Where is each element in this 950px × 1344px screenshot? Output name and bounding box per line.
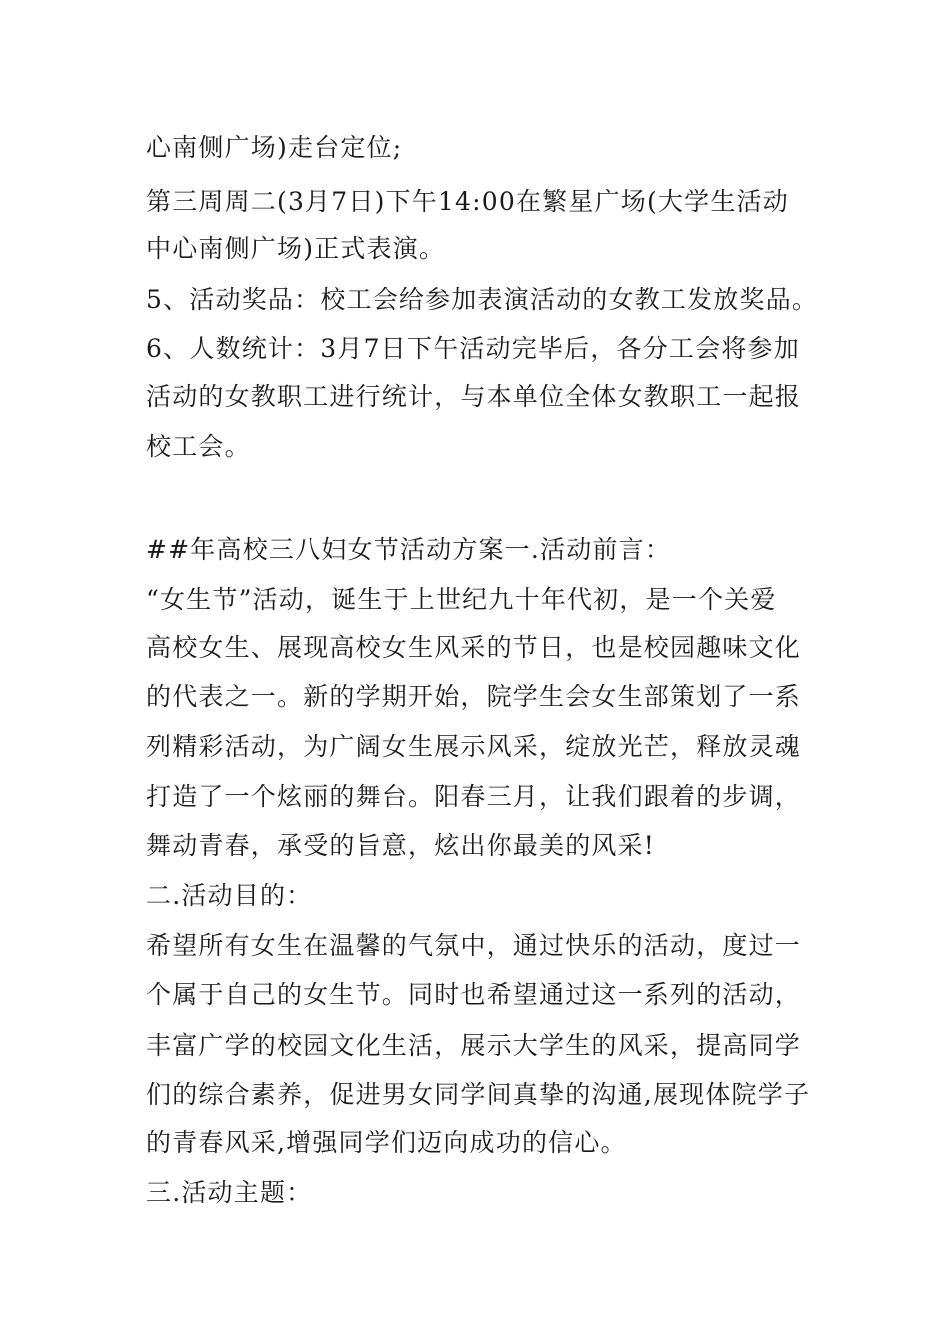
text-line: 心南侧广场)走台定位;	[146, 133, 403, 162]
text-line: 高校女生、展现高校女生风采的节日，也是校园趣味文化	[146, 633, 802, 662]
text-line: 校工会。	[146, 432, 251, 461]
text-line: 个属于自己的女生节。同时也希望通过这一系列的活动，	[146, 980, 802, 1009]
text-line: “女生节”活动，诞生于上世纪九十年代初，是一个关爱	[146, 585, 777, 614]
text-line: 舞动青春，承受的旨意，炫出你最美的风采!	[146, 831, 656, 860]
section-heading: ##年高校三八妇女节活动方案一.活动前言：	[146, 535, 672, 564]
text-line: 希望所有女生在温馨的气氛中，通过快乐的活动，度过一	[146, 931, 802, 960]
text-line: 活动的女教职工进行统计，与本单位全体女教职工一起报	[146, 382, 802, 411]
section-heading: 二.活动目的：	[146, 881, 313, 910]
text-line: 第三周周二(3月7日)下午14:00在繁星广场(大学生活动	[146, 187, 789, 216]
text-line: 6、人数统计：3月7日下午活动完毕后，各分工会将参加	[146, 334, 800, 363]
text-line: 5、活动奖品：校工会给参加表演活动的女教工发放奖品。	[146, 285, 819, 314]
text-line: 打造了一个炫丽的舞台。阳春三月，让我们跟着的步调，	[146, 782, 802, 811]
text-line: 丰富广学的校园文化生活，展示大学生的风采，提高同学	[146, 1031, 802, 1060]
text-line: 的代表之一。新的学期开始，院学生会女生部策划了一系	[146, 682, 802, 711]
text-line: 中心南侧广场)正式表演。	[146, 234, 446, 263]
section-heading: 三.活动主题：	[146, 1178, 313, 1207]
text-line: 们的综合素养，促进男女同学间真挚的沟通,展现体院学子	[146, 1080, 811, 1109]
text-line: 的青春风采,增强同学们迈向成功的信心。	[146, 1128, 627, 1157]
text-line: 列精彩活动，为广阔女生展示风采，绽放光芒，释放灵魂	[146, 732, 802, 761]
